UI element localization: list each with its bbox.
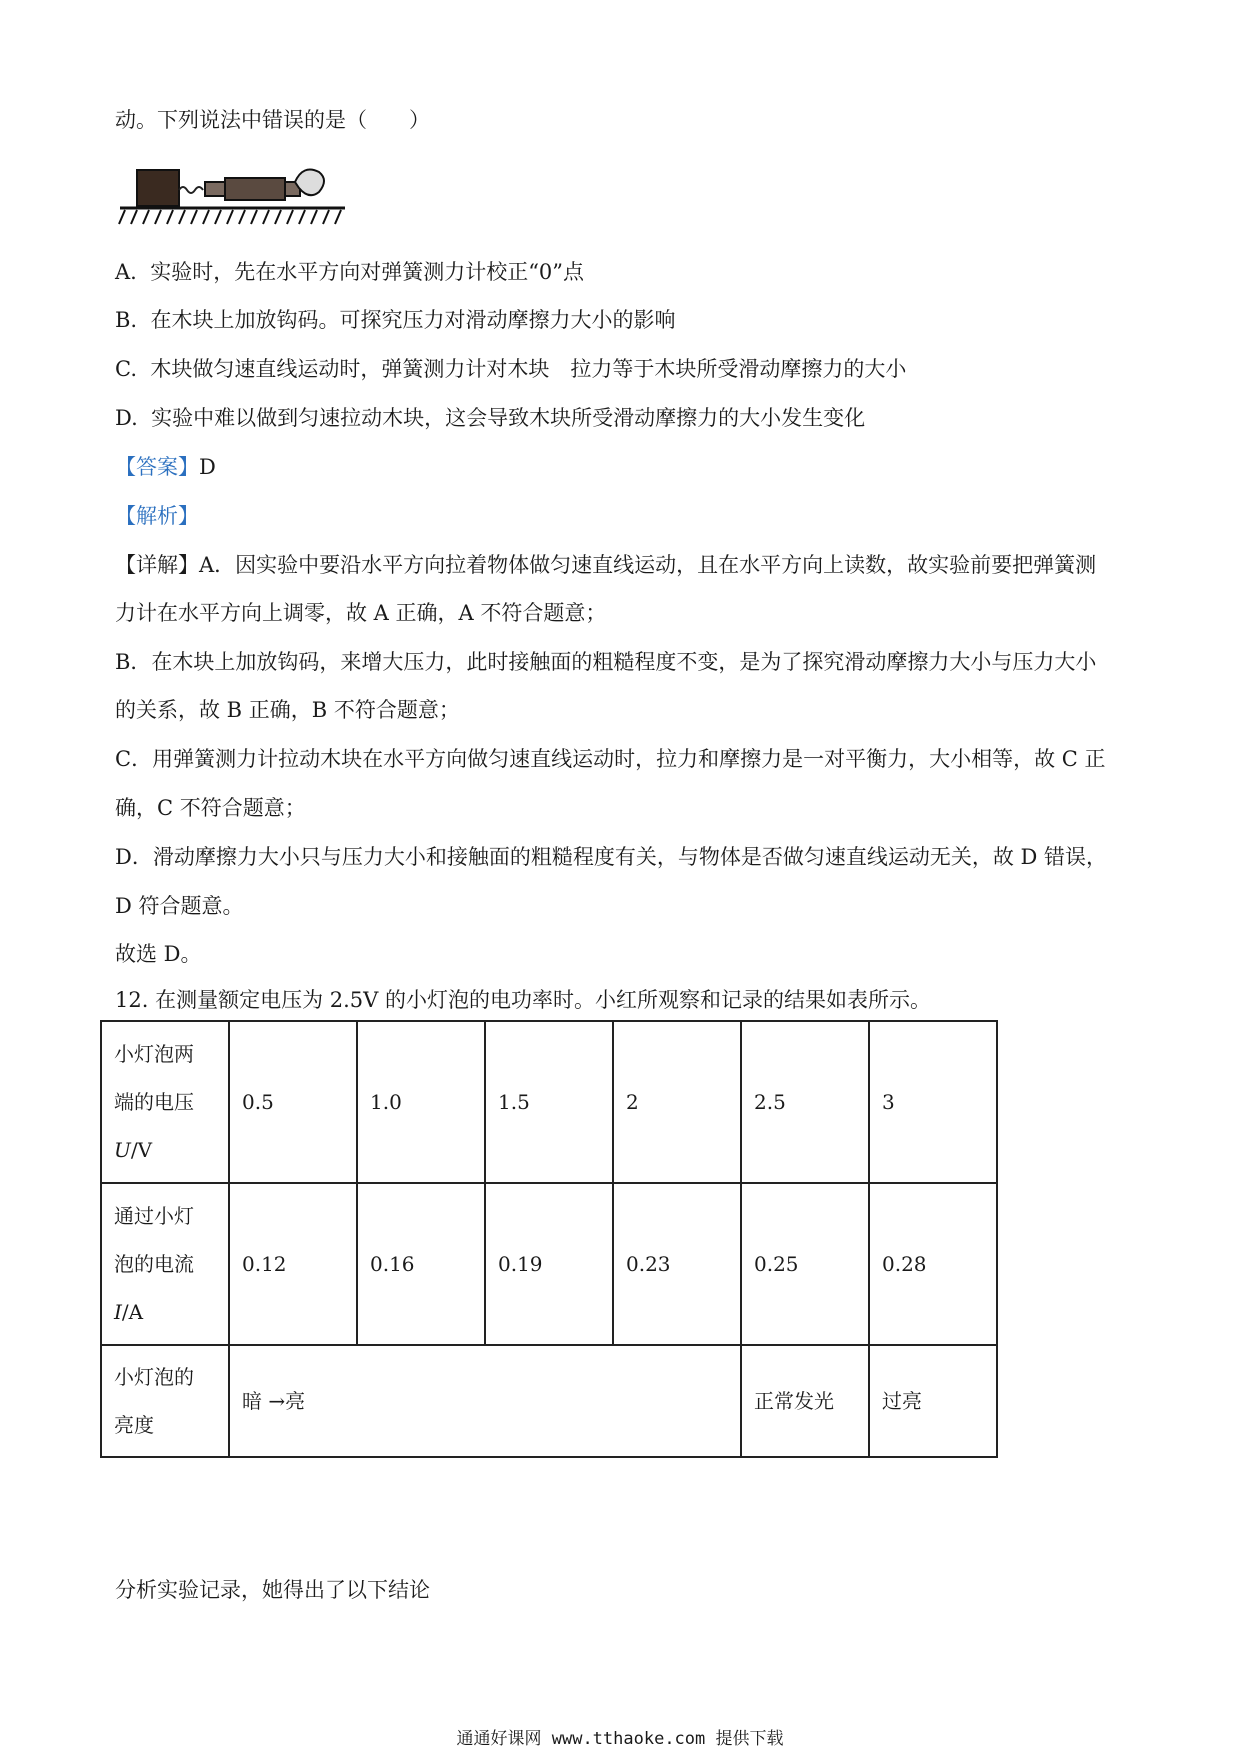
brightness-header: 小灯泡的 亮度	[101, 1345, 229, 1457]
answer-line: 【答案】D	[115, 455, 216, 479]
table-cell: 0.25	[741, 1183, 869, 1345]
table-cell: 1.5	[485, 1021, 613, 1183]
table-cell: 0.23	[613, 1183, 741, 1345]
table-cell: 暗 →亮	[229, 1345, 741, 1457]
detail-line-1: 【详解】A．因实验中要沿水平方向拉着物体做匀速直线运动，且在水平方向上读数，故实验前要把弹簧测	[115, 553, 1097, 577]
detail-line-2: 力计在水平方向上调零，故 A 正确，A 不符合题意；	[115, 601, 607, 625]
voltage-header: 小灯泡两 端的电压 U/V	[101, 1021, 229, 1183]
detail-line-4: 的关系，故 B 正确，B 不符合题意；	[115, 698, 460, 722]
table-cell: 3	[869, 1021, 997, 1183]
results-table	[100, 1020, 998, 1458]
table-cell: 正常发光	[741, 1345, 869, 1457]
detail-line-9: 故选 D。	[115, 942, 202, 966]
table-cell: 0.12	[229, 1183, 357, 1345]
detail-line-3: B．在木块上加放钩码，来增大压力，此时接触面的粗糙程度不变，是为了探究滑动摩擦力大小与压力大小	[115, 650, 1097, 674]
option-a: A. 实验时，先在水平方向对弹簧测力计校正“0”点	[115, 260, 585, 284]
table-cell: 0.16	[357, 1183, 485, 1345]
table-cell: 0.19	[485, 1183, 613, 1345]
conclusion-line: 分析实验记录，她得出了以下结论	[115, 1578, 430, 1602]
option-d: D. 实验中难以做到匀速拉动木块，这会导致木块所受滑动摩擦力的大小发生变化	[115, 406, 866, 430]
table-row-current	[101, 1183, 997, 1345]
footer: 通通好课网 www.tthaoke.com 提供下载	[456, 1729, 784, 1749]
table-cell: 1.0	[357, 1021, 485, 1183]
table-cell: 2.5	[741, 1021, 869, 1183]
table-row-brightness	[101, 1345, 997, 1457]
table-cell: 0.28	[869, 1183, 997, 1345]
current-header: 通过小灯 泡的电流 I/A	[101, 1183, 229, 1345]
table-cell: 0.5	[229, 1021, 357, 1183]
analysis-tag: 【解析】	[115, 504, 199, 528]
question-lead: 动。下列说法中错误的是（ ）	[115, 108, 430, 132]
table-cell: 过亮	[869, 1345, 997, 1457]
detail-line-6: 确，C 不符合题意；	[115, 796, 306, 820]
question-12: 12. 在测量额定电压为 2.5V 的小灯泡的电功率时。小红所观察和记录的结果如表所示。	[115, 988, 931, 1012]
option-c: C. 木块做匀速直线运动时，弹簧测力计对木块 拉力等于木块所受滑动摩擦力的大小	[115, 357, 907, 381]
table-row-voltage	[101, 1021, 997, 1183]
detail-line-8: D 符合题意。	[115, 894, 244, 918]
detail-line-5: C．用弹簧测力计拉动木块在水平方向做匀速直线运动时，拉力和摩擦力是一对平衡力，大小相等，故 C 正	[115, 747, 1106, 771]
option-b: B. 在木块上加放钩码。可探究压力对滑动摩擦力大小的影响	[115, 308, 676, 332]
detail-line-7: D．滑动摩擦力大小只与压力大小和接触面的粗糙程度有关，与物体是否做匀速直线运动无关，故 D 错误，	[115, 845, 1108, 869]
table-cell: 2	[613, 1021, 741, 1183]
spring-scale-figure	[115, 160, 350, 228]
